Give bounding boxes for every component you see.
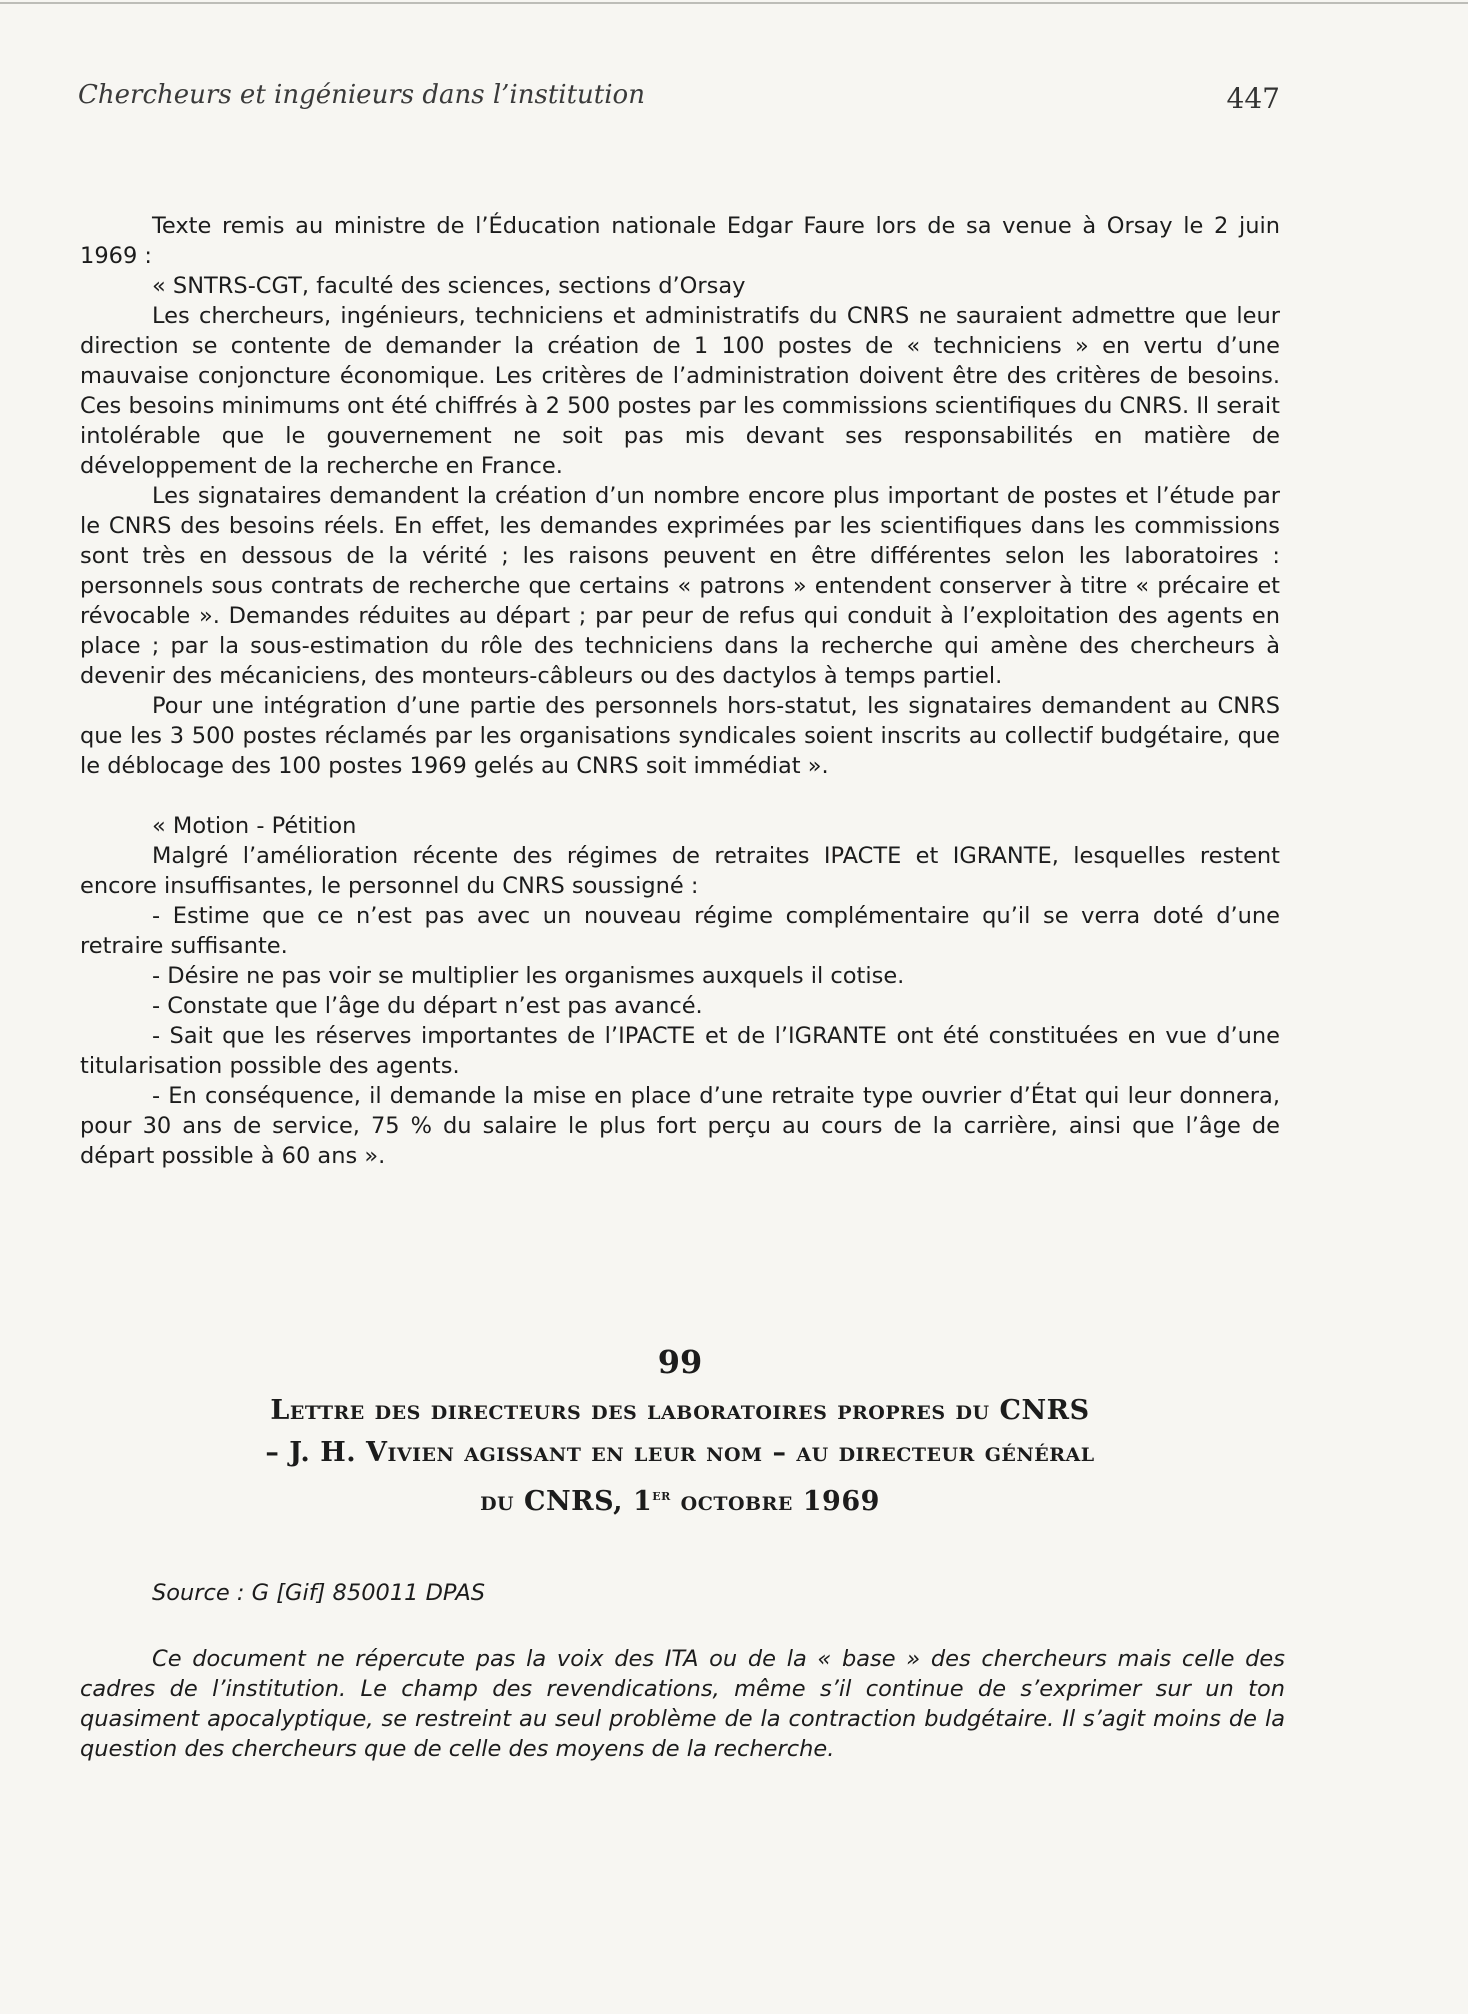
document-number: 99 bbox=[657, 1343, 703, 1381]
title-text: octobre 1969 bbox=[670, 1486, 880, 1517]
intro-paragraph: Texte remis au ministre de l’Éducation nationale Edgar Faure lors de sa venue à Orsay le 2 juin 1969 : bbox=[80, 213, 1280, 269]
title-text: du CNRS, 1 bbox=[480, 1486, 653, 1517]
page-number: 447 bbox=[1226, 82, 1280, 115]
page-top-edge bbox=[0, 2, 1468, 4]
paragraph-3: Pour une intégration d’une partie des personnels hors-statut, les signataires demandent au CNRS que les 3 500 postes réclamés par les organisations syndicales soient inscrits au collectif budgétaire, que le déblocage des 100 postes 1969 gelés au CNRS soit immédiat ». bbox=[80, 693, 1280, 779]
motion-intro: Malgré l’amélioration récente des régimes de retraites IPACTE et IGRANTE, lesquelles restent encore insuffisantes, le personnel du CNRS soussigné : bbox=[80, 843, 1280, 899]
paragraph-2: Les signataires demandent la création d’un nombre encore plus important de postes et l’étude par le CNRS des besoins réels. En effet, les demandes exprimées par les scientifiques dans les commissions sont très en dessous de la vérité ; les raisons peuvent en être différentes selon les laboratoires : personnels sous contrats de recherche que certains « patrons » entendent conserver à titre « précaire et révocable ». Demandes réduites au départ ; par peur de refus qui conduit à l’exploitation des agents en place ; par la sous-estimation du rôle des techniciens dans la recherche qui amène des chercheurs à devenir des mécaniciens, des monteurs-câbleurs ou des dactylos à temps partiel. bbox=[80, 483, 1280, 689]
title-superscript: er bbox=[652, 1485, 671, 1504]
motion-item: - Estime que ce n’est pas avec un nouveau régime complémentaire qu’il se verra doté d’une retraire suffisante. bbox=[80, 903, 1280, 959]
running-title: Chercheurs et ingénieurs dans l’institution bbox=[78, 80, 645, 110]
title-line: – J. H. Vivien agissant en leur nom – au directeur général bbox=[265, 1437, 1095, 1468]
sntrs-heading: « SNTRS-CGT, faculté des sciences, sections d’Orsay bbox=[152, 273, 746, 299]
motion-item: - Constate que l’âge du départ n’est pas avancé. bbox=[152, 993, 703, 1019]
motion-item: - Sait que les réserves importantes de l’IPACTE et de l’IGRANTE ont été constituées en vue d’une titularisation possible des agents. bbox=[80, 1023, 1280, 1079]
title-line bbox=[90, 1474, 1270, 1523]
editorial-introduction: Ce document ne répercute pas la voix des ITA ou de la « base » des chercheurs mais celle des cadres de l’institution. Le champ des revendications, même s’il continue de s’exprimer sur un ton quasiment apocalyptique, se restreint au seul problème de la contraction budgétaire. Il s’agit moins de la question des chercheurs que de celle des moyens de la recherche. bbox=[80, 1646, 1285, 1762]
source-note: Source : G [Gif] 850011 DPAS bbox=[152, 1580, 486, 1606]
motion-item: - En conséquence, il demande la mise en place d’une retraite type ouvrier d’État qui leur donnera, pour 30 ans de service, 75 % du salaire le plus fort perçu au cours de la carrière, ainsi que l’âge de départ possible à 60 ans ». bbox=[80, 1083, 1280, 1169]
document-title bbox=[90, 1390, 1270, 1523]
paragraph-1: Les chercheurs, ingénieurs, techniciens et administratifs du CNRS ne sauraient admettre que leur direction se contente de demander la création de 1 100 postes de « techniciens » en vertu d’une mauvaise conjoncture économique. Les critères de l’administration doivent être des critères de besoins. Ces besoins minimums ont été chiffrés à 2 500 postes par les commissions scientifiques du CNRS. Il serait intolérable que le gouvernement ne soit pas mis devant ses responsabilités en matière de développement de la recherche en France. bbox=[80, 303, 1280, 479]
main-text bbox=[80, 211, 1280, 1171]
motion-item: - Désire ne pas voir se multiplier les organismes auxquels il cotise. bbox=[152, 963, 905, 989]
motion-heading: « Motion - Pétition bbox=[152, 813, 357, 839]
title-line: Lettre des directeurs des laboratoires propres du CNRS bbox=[270, 1395, 1090, 1426]
